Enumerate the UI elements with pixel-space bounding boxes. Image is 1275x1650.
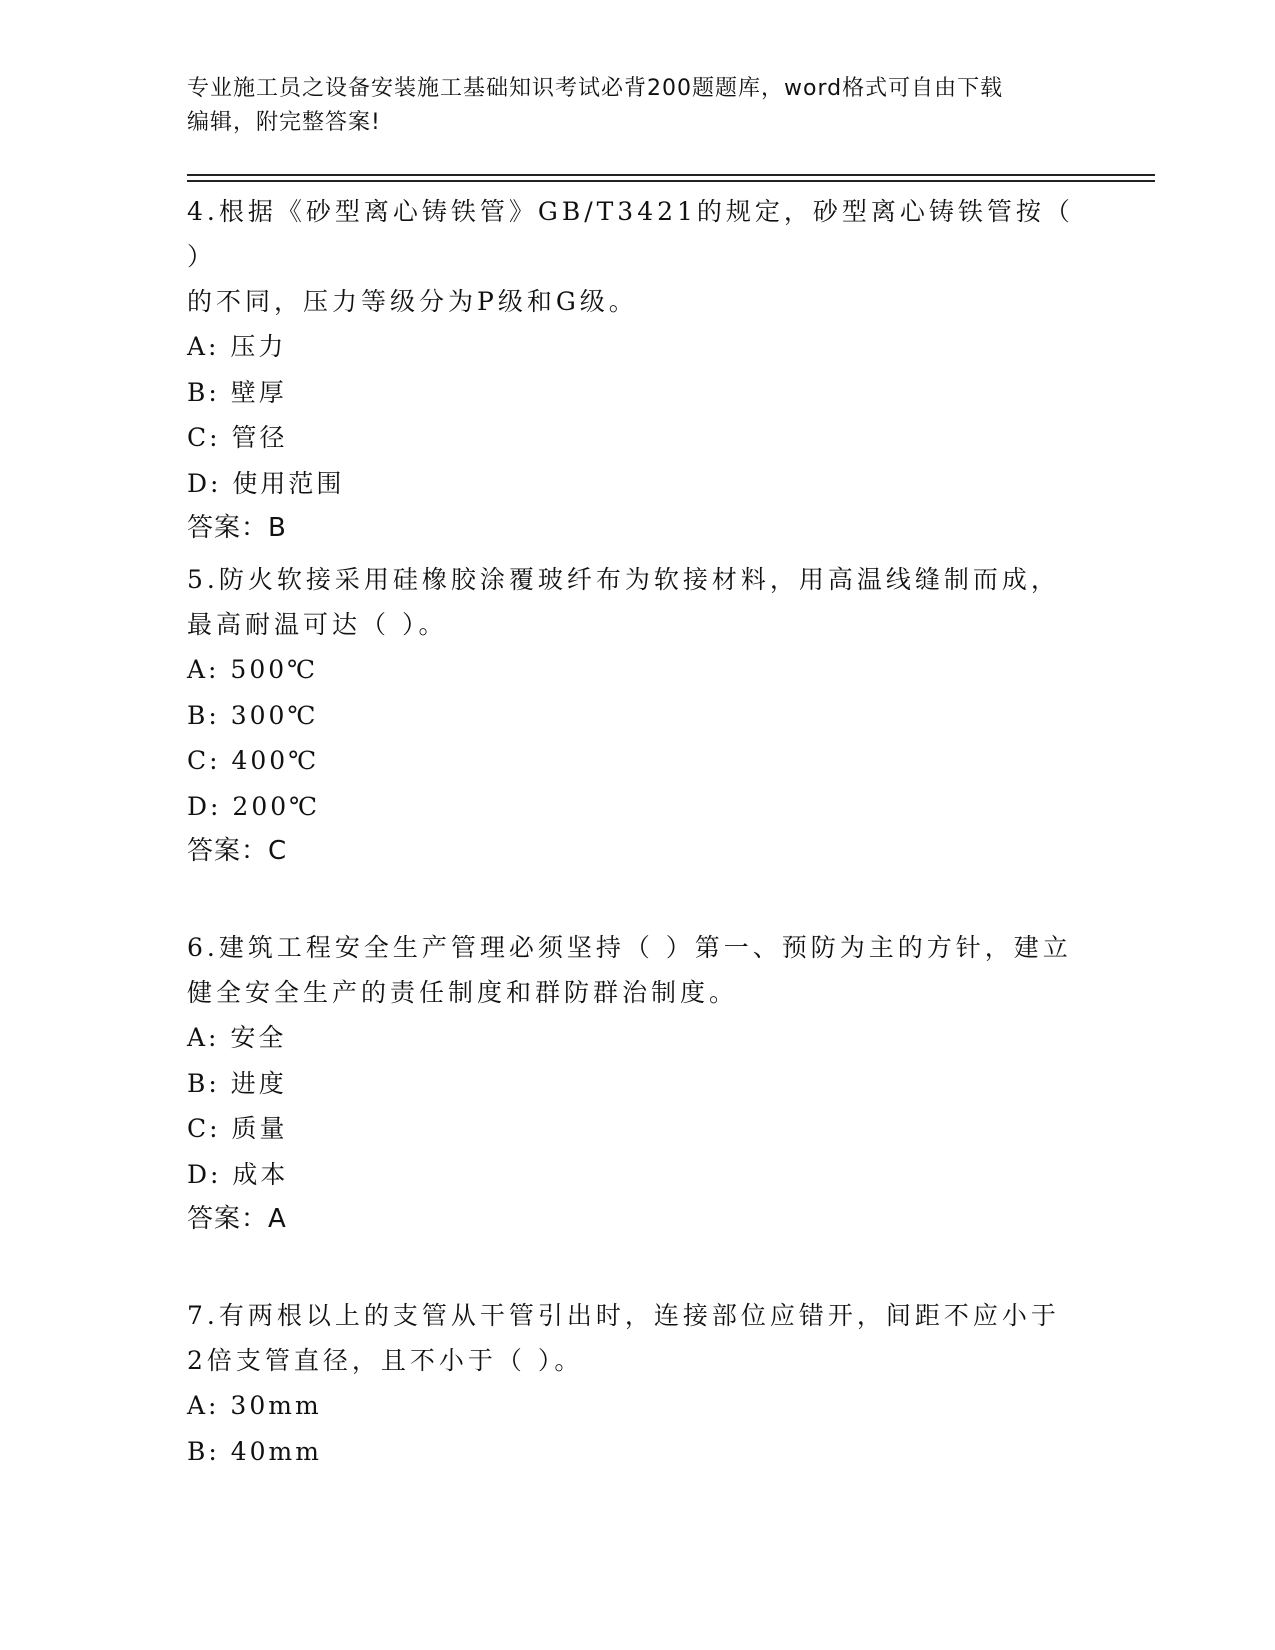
option-a: A: 压力 xyxy=(187,332,287,361)
question-stem-line-2: 最高耐温可达（ ）。 xyxy=(187,610,448,639)
header-divider-bottom xyxy=(187,180,1155,182)
option-d: D: 使用范围 xyxy=(187,468,345,498)
question-stem-line-1: 6.建筑工程安全生产管理必须坚持（ ）第一、预防为主的方针，建立 xyxy=(187,933,1072,962)
question-4 xyxy=(187,189,1087,551)
header-divider-top xyxy=(187,174,1155,176)
question-stem-line-2: 2倍支管直径，且不小于（ ）。 xyxy=(187,1346,584,1375)
option-a: A: 安全 xyxy=(187,1023,287,1052)
question-stem-line-2: 的不同，压力等级分为P级和G级。 xyxy=(187,287,638,316)
answer: 答案：C xyxy=(187,836,288,866)
option-b: B: 进度 xyxy=(187,1068,287,1098)
answer: 答案：B xyxy=(187,513,287,543)
option-d: D: 200℃ xyxy=(187,791,321,821)
option-b: B: 40mm xyxy=(187,1436,322,1466)
question-6 xyxy=(187,925,1087,1242)
question-7 xyxy=(187,1293,1087,1474)
answer: 答案：A xyxy=(187,1204,287,1234)
question-stem-line-1: 5.防火软接采用硅橡胶涂覆玻纤布为软接材料，用高温线缝制而成， xyxy=(187,565,1060,594)
question-stem-line-1: 7.有两根以上的支管从干管引出时，连接部位应错开，间距不应小于 xyxy=(187,1301,1060,1330)
option-c: C: 质量 xyxy=(187,1114,288,1143)
option-b: B: 壁厚 xyxy=(187,377,287,407)
header-line-1: 专业施工员之设备安装施工基础知识考试必背200题题库，word格式可自由下载 xyxy=(187,76,1004,101)
question-5 xyxy=(187,557,1087,874)
document-header xyxy=(187,72,1087,140)
question-stem-line-2: 健全安全生产的责任制度和群防群治制度。 xyxy=(187,978,739,1007)
option-d: D: 成本 xyxy=(187,1159,289,1189)
option-a: A: 30mm xyxy=(187,1391,322,1420)
question-stem-line-1: 4.根据《砂型离心铸铁管》GB/T3421的规定，砂型离心铸铁管按（ ） xyxy=(187,197,1074,271)
option-c: C: 400℃ xyxy=(187,746,320,775)
option-a: A: 500℃ xyxy=(187,655,319,684)
header-line-2: 编辑，附完整答案! xyxy=(187,110,381,135)
option-b: B: 300℃ xyxy=(187,700,319,730)
option-c: C: 管径 xyxy=(187,423,288,452)
